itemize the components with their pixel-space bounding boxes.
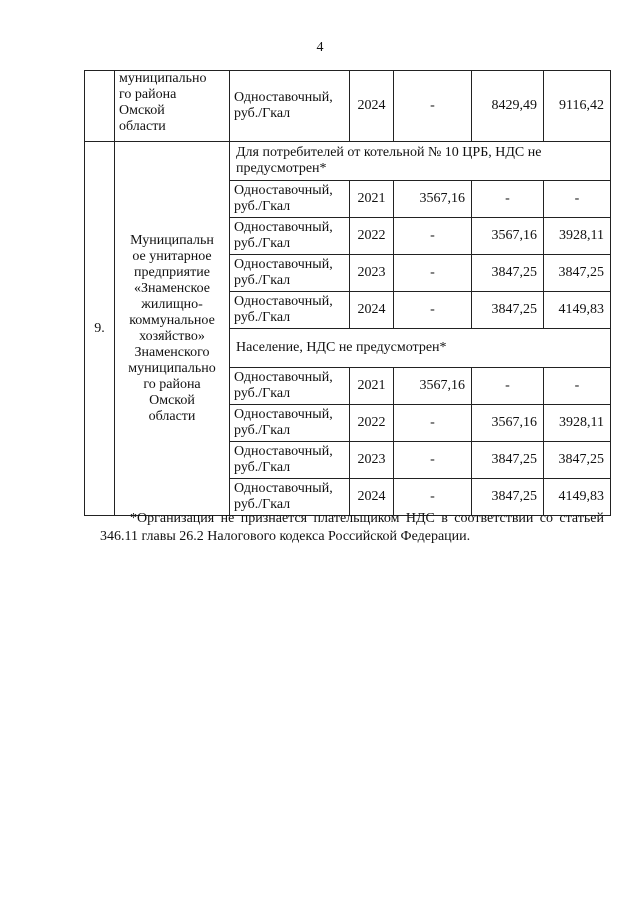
value-cell-1: - <box>394 405 472 442</box>
row-number-cell: 9. <box>85 142 115 516</box>
value-cell-1: - <box>394 255 472 292</box>
value-cell-3: 4149,83 <box>544 292 611 329</box>
value-cell-3: - <box>544 181 611 218</box>
year-cell: 2022 <box>350 405 394 442</box>
value-cell-2: 8429,49 <box>472 71 544 142</box>
year-cell: 2021 <box>350 368 394 405</box>
section-title: Население, НДС не предусмотрен* <box>230 329 611 368</box>
value-cell-3: 3847,25 <box>544 442 611 479</box>
value-cell-2: - <box>472 368 544 405</box>
value-cell-2: 3847,25 <box>472 479 544 516</box>
value-cell-2: 3567,16 <box>472 405 544 442</box>
table-row <box>85 71 611 142</box>
tariff-type-cell: Одноставочный, руб./Гкал <box>230 218 350 255</box>
value-cell-2: 3567,16 <box>472 218 544 255</box>
section-title: Для потребителей от котельной № 10 ЦРБ, НДС не предусмотрен* <box>230 142 611 181</box>
value-cell-3: 4149,83 <box>544 479 611 516</box>
page-number: 4 <box>316 40 324 55</box>
value-cell-2: - <box>472 181 544 218</box>
value-cell-1: - <box>394 292 472 329</box>
footnote: *Организация не признается плательщиком НДС в соответствии со статьей 346.11 главы 26.2 Налогового кодекса Российской Федерации. <box>100 511 604 544</box>
value-cell-2: 3847,25 <box>472 255 544 292</box>
year-cell: 2021 <box>350 181 394 218</box>
year-cell: 2022 <box>350 218 394 255</box>
value-cell-1: - <box>394 479 472 516</box>
value-cell-2: 3847,25 <box>472 442 544 479</box>
tariff-type-cell: Одноставочный, руб./Гкал <box>230 479 350 516</box>
value-cell-3: - <box>544 368 611 405</box>
value-cell-1: 3567,16 <box>394 368 472 405</box>
tariff-type-cell: Одноставочный, руб./Гкал <box>230 255 350 292</box>
tariff-type-cell: Одноставочный, руб./Гкал <box>230 368 350 405</box>
tariff-type-cell: Одноставочный, руб./Гкал <box>230 405 350 442</box>
value-cell-2: 3847,25 <box>472 292 544 329</box>
value-cell-3: 3847,25 <box>544 255 611 292</box>
year-cell: 2024 <box>350 479 394 516</box>
value-cell-1: - <box>394 71 472 142</box>
tariff-type-cell: Одноставочный, руб./Гкал <box>230 181 350 218</box>
value-cell-1: 3567,16 <box>394 181 472 218</box>
year-cell: 2024 <box>350 71 394 142</box>
value-cell-1: - <box>394 442 472 479</box>
value-cell-1: - <box>394 218 472 255</box>
section-header-row <box>85 142 611 181</box>
value-cell-3: 3928,11 <box>544 405 611 442</box>
value-cell-3: 3928,11 <box>544 218 611 255</box>
tariff-table <box>84 70 611 516</box>
year-cell: 2023 <box>350 255 394 292</box>
tariff-type-cell: Одноставочный, руб./Гкал <box>230 442 350 479</box>
organization-cell: Муниципальн ое унитарное предприятие «Знаменское жилищно- коммунальное хозяйство» Знаменского муниципально го района Омской области <box>115 142 230 516</box>
year-cell: 2024 <box>350 292 394 329</box>
tariff-type-cell: Одноставочный, руб./Гкал <box>230 292 350 329</box>
year-cell: 2023 <box>350 442 394 479</box>
tariff-type-cell: Одноставочный, руб./Гкал <box>230 71 350 142</box>
value-cell-3: 9116,42 <box>544 71 611 142</box>
row-number-cell <box>85 71 115 142</box>
organization-cell: муниципально го района Омской области <box>115 71 230 142</box>
